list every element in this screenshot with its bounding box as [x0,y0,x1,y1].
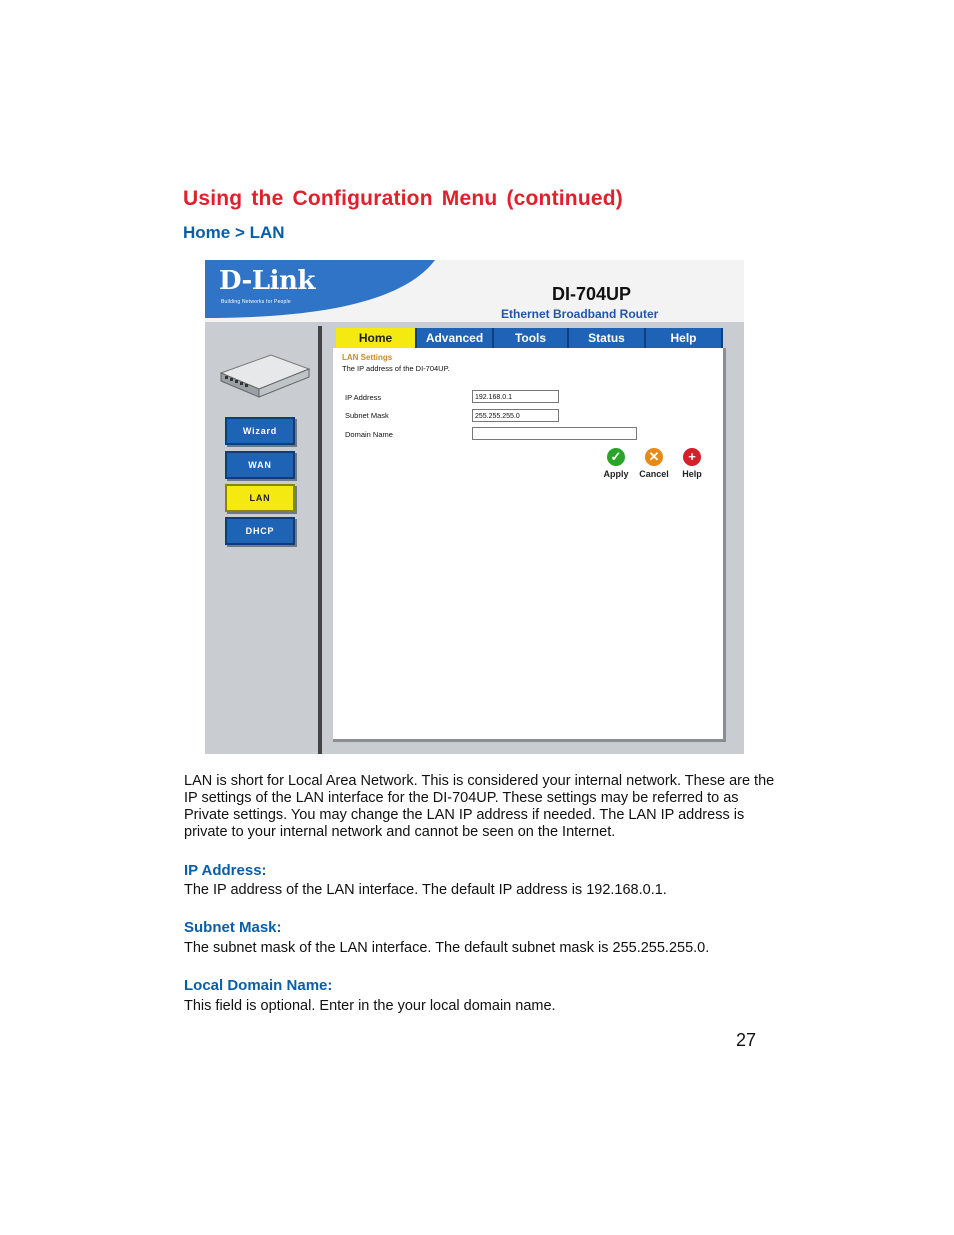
ip-address-text: The IP address of the LAN interface. The default IP address is 192.168.0.1. [184,882,667,898]
tab-status[interactable]: Status [569,328,646,348]
section-breadcrumb: Home > LAN [183,223,285,242]
subnet-mask-label: Subnet Mask [345,411,389,420]
tab-help[interactable]: Help [646,328,723,348]
page-title: Using the Configuration Menu (continued) [183,187,623,210]
ip-address-input[interactable]: 192.168.0.1 [472,390,559,403]
tab-advanced[interactable]: Advanced [417,328,494,348]
dlink-logo: D-Link [219,266,315,296]
panel-description: The IP address of the DI-704UP. [342,364,450,373]
plus-icon: + [683,448,701,466]
help-button[interactable] [672,448,712,479]
subnet-mask-heading: Subnet Mask: [184,919,282,936]
ip-address-heading: IP Address: [184,862,267,879]
ip-address-label: IP Address [345,393,382,402]
intro-paragraph: LAN is short for Local Area Network. This is considered your internal network. These are the IP settings of the LAN interface for the DI-704UP. These settings may be referred to as Private settings. You may change the LAN IP address if needed. The LAN IP address is private to your internal network and cannot be seen on the Internet. [184,773,775,840]
tab-home[interactable]: Home [336,328,417,348]
brand-tagline: Building Networks for People [221,299,291,305]
subnet-mask-input[interactable]: 255.255.255.0 [472,409,559,422]
tab-tools[interactable]: Tools [494,328,569,348]
router-device-icon [219,353,311,399]
cancel-icon: ✕ [645,448,663,466]
lan-settings-panel [333,348,726,742]
local-domain-text: This field is optional. Enter in the your local domain name. [184,998,556,1014]
sidebar-button-wizard[interactable]: Wizard [225,417,295,445]
sidebar-button-dhcp[interactable]: DHCP [225,517,295,545]
sidebar-divider [318,326,322,754]
panel-title: LAN Settings [342,353,393,362]
router-screenshot [205,260,744,754]
model-subtitle: Ethernet Broadband Router [501,307,659,321]
help-label: Help [682,469,702,479]
domain-name-label: Domain Name [345,430,393,439]
page-number: 27 [736,1030,757,1050]
sidebar-button-wan[interactable]: WAN [225,451,295,479]
cancel-button[interactable] [634,448,674,479]
check-icon: ✓ [607,448,625,466]
local-domain-heading: Local Domain Name: [184,977,333,994]
subnet-mask-text: The subnet mask of the LAN interface. The default subnet mask is 255.255.255.0. [184,940,710,956]
cancel-label: Cancel [639,469,669,479]
model-name: DI-704UP [552,284,632,304]
apply-button[interactable] [596,448,636,479]
sidebar-button-lan[interactable]: LAN [225,484,295,512]
domain-name-input[interactable] [472,427,637,440]
apply-label: Apply [603,469,629,479]
